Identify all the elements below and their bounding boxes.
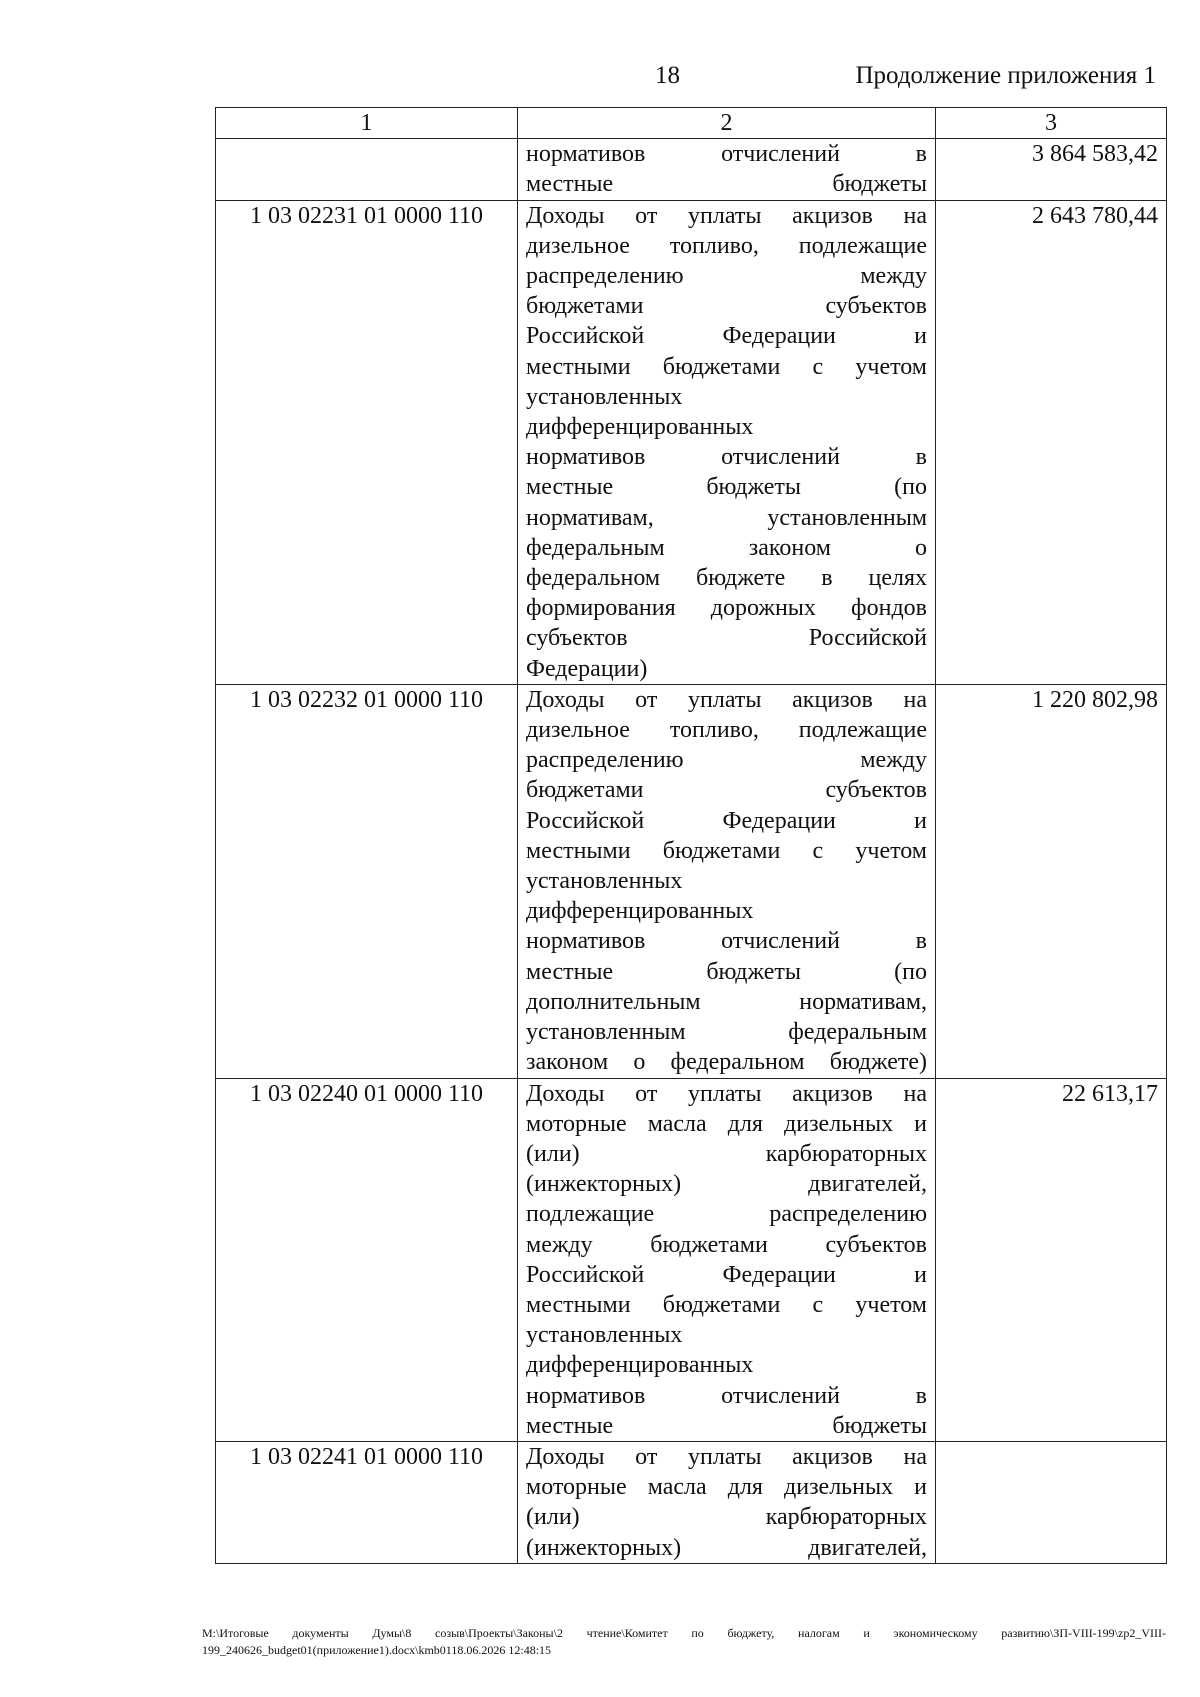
description-line: подлежащие распределению (526, 1201, 927, 1228)
description-line: Доходы от уплаты акцизов на (526, 1443, 927, 1470)
description-line: Доходы от уплаты акцизов на (526, 1080, 927, 1107)
description-line: установленных (526, 383, 683, 410)
table-row (216, 139, 1167, 200)
column-header-2: 2 (518, 108, 936, 139)
description-line: между бюджетами субъектов (526, 1231, 927, 1258)
description-line: нормативов отчислений в (526, 141, 927, 168)
description-line: нормативов отчислений в (526, 1382, 927, 1409)
document-file-path: M:\Итоговые документы Думы\8 созыв\Проекты\Законы\2 чтение\Комитет по бюджету, налогам и экономическому развитию\ЗП-VIII-199\zp2_VIII-199_240626_budget01(приложение1).docx\kmb0118.06.2026 12:48:15 (202, 1626, 1166, 1657)
description-line: Российской Федерации и (526, 807, 927, 834)
description-line: дизельное топливо, подлежащие (526, 717, 927, 744)
description-line: бюджетами субъектов (526, 777, 927, 804)
description-line: местными бюджетами с учетом (526, 353, 927, 380)
description-line: Доходы от уплаты акцизов на (526, 202, 927, 229)
description-line: Российской Федерации и (526, 323, 927, 350)
description-line: Доходы от уплаты акцизов на (526, 686, 927, 713)
description-line: дифференцированных (526, 1352, 754, 1379)
amount-cell (936, 1441, 1167, 1563)
column-header-1: 1 (216, 108, 518, 139)
description-line: местными бюджетами с учетом (526, 837, 927, 864)
description-line: федеральным законом о (526, 534, 927, 561)
description-line: моторные масла для дизельных и (526, 1474, 927, 1501)
description-line: местные бюджеты (по (526, 474, 927, 501)
description-line: местные бюджеты (526, 1412, 927, 1439)
description-line: нормативов отчислений в (526, 928, 927, 955)
revenue-code-cell: 1 03 02231 01 0000 110 (216, 200, 518, 684)
description-line: Российской Федерации и (526, 1261, 927, 1288)
description-line: распределению между (526, 263, 927, 290)
description-line: установленных (526, 868, 683, 895)
revenue-code-cell: 1 03 02241 01 0000 110 (216, 1441, 518, 1563)
amount-cell: 3 864 583,42 (936, 139, 1167, 200)
table-row (216, 200, 1167, 684)
description-line: дифференцированных (526, 414, 754, 441)
description-line: Федерации) (526, 655, 648, 682)
description-line: (или) карбюраторных (526, 1504, 927, 1531)
amount-cell: 22 613,17 (936, 1078, 1167, 1441)
budget-table (215, 107, 1167, 1564)
revenue-description-cell (518, 684, 936, 1078)
description-line: дополнительным нормативам, (526, 988, 927, 1015)
amount-cell: 1 220 802,98 (936, 684, 1167, 1078)
description-line: бюджетами субъектов (526, 293, 927, 320)
revenue-code-cell: 1 03 02232 01 0000 110 (216, 684, 518, 1078)
description-line: установленным федеральным (526, 1019, 927, 1046)
description-line: дизельное топливо, подлежащие (526, 232, 927, 259)
column-header-3: 3 (936, 108, 1167, 139)
description-line: местными бюджетами с учетом (526, 1291, 927, 1318)
table-row (216, 1078, 1167, 1441)
table-header-row (216, 108, 1167, 139)
revenue-description-cell (518, 1441, 936, 1563)
table-row (216, 1441, 1167, 1563)
description-line: (или) карбюраторных (526, 1140, 927, 1167)
page-number: 18 (655, 62, 680, 89)
revenue-description-cell (518, 200, 936, 684)
description-line: федеральном бюджете в целях (526, 565, 927, 592)
description-line: распределению между (526, 747, 927, 774)
description-line: субъектов Российской (526, 625, 927, 652)
description-line: местные бюджеты (526, 171, 927, 198)
revenue-code-cell: 1 03 02240 01 0000 110 (216, 1078, 518, 1441)
description-line: законом о федеральном бюджете) (526, 1049, 927, 1076)
revenue-description-cell (518, 139, 936, 200)
description-line: (инжекторных) двигателей, (526, 1171, 927, 1198)
amount-cell: 2 643 780,44 (936, 200, 1167, 684)
revenue-description-cell (518, 1078, 936, 1441)
revenue-code-cell (216, 139, 518, 200)
description-line: формирования дорожных фондов (526, 595, 927, 622)
description-line: местные бюджеты (по (526, 958, 927, 985)
description-line: нормативов отчислений в (526, 444, 927, 471)
description-line: моторные масла для дизельных и (526, 1110, 927, 1137)
description-line: установленных (526, 1322, 683, 1349)
description-line: (инжекторных) двигателей, (526, 1534, 927, 1561)
description-line: нормативам, установленным (526, 504, 927, 531)
description-line: дифференцированных (526, 898, 754, 925)
appendix-continuation-title: Продолжение приложения 1 (855, 62, 1156, 89)
table-row (216, 684, 1167, 1078)
